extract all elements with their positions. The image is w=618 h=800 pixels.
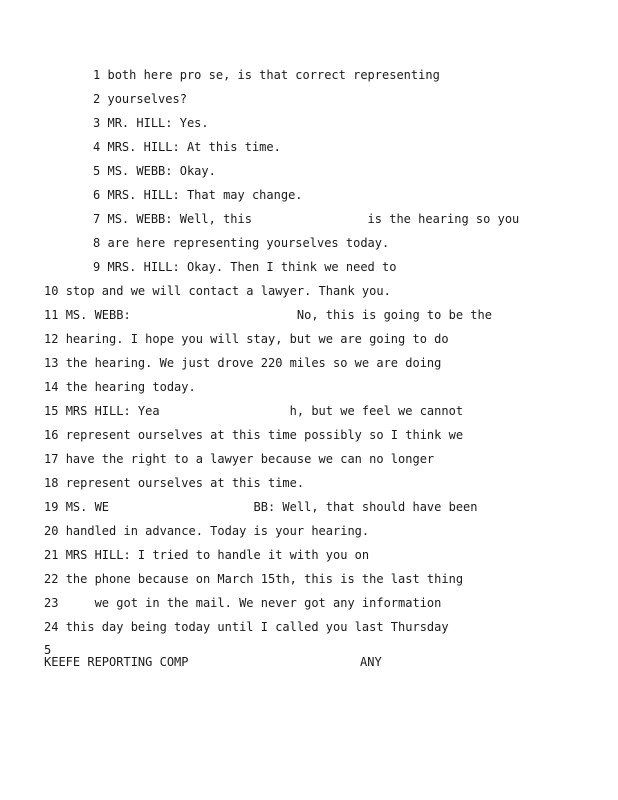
line-separator bbox=[58, 452, 65, 466]
line-number: 11 bbox=[44, 308, 59, 322]
line-separator bbox=[58, 620, 65, 634]
transcript-line-9 bbox=[93, 260, 396, 274]
transcript-line-4 bbox=[93, 140, 281, 154]
line-text: represent ourselves at this time. bbox=[65, 476, 305, 490]
line-number: 10 bbox=[44, 284, 59, 298]
line-number: 8 bbox=[93, 236, 101, 250]
line-text: MRS HILL: Yea h, but we feel we cannot bbox=[65, 404, 464, 418]
line-separator bbox=[58, 476, 65, 490]
line-text: MRS. HILL: At this time. bbox=[107, 140, 281, 154]
line-separator bbox=[58, 428, 65, 442]
transcript-line-3 bbox=[93, 116, 209, 130]
line-separator bbox=[58, 572, 65, 586]
transcript-line-2 bbox=[93, 92, 187, 106]
transcript-line-18 bbox=[44, 476, 304, 490]
line-number: 18 bbox=[44, 476, 59, 490]
transcript-line-11 bbox=[44, 308, 492, 322]
line-number: 2 bbox=[93, 92, 101, 106]
line-separator bbox=[58, 524, 65, 538]
line-text: MS. WEBB: Well, this is the hearing so you bbox=[107, 212, 520, 226]
line-number: 15 bbox=[44, 404, 59, 418]
line-text: the hearing today. bbox=[65, 380, 196, 394]
line-text: MRS. HILL: Okay. Then I think we need to bbox=[107, 260, 397, 274]
line-text: the phone because on March 15th, this is the last thing bbox=[65, 572, 464, 586]
line-number: 19 bbox=[44, 500, 59, 514]
transcript-line-6 bbox=[93, 188, 303, 202]
line-text: MR. HILL: Yes. bbox=[107, 116, 209, 130]
transcript-line-10 bbox=[44, 284, 391, 298]
transcript-line-12 bbox=[44, 332, 449, 346]
line-number: 17 bbox=[44, 452, 59, 466]
transcript-line-1 bbox=[93, 68, 440, 82]
line-separator bbox=[58, 596, 65, 610]
transcript-line-13 bbox=[44, 356, 441, 370]
line-number: 16 bbox=[44, 428, 59, 442]
line-number: 9 bbox=[93, 260, 101, 274]
transcript-line-22 bbox=[44, 572, 463, 586]
footer-right: ANY bbox=[360, 655, 382, 669]
line-number: 24 bbox=[44, 620, 59, 634]
line-text: both here pro se, is that correct representing bbox=[107, 68, 440, 82]
line-number: 3 bbox=[93, 116, 101, 130]
transcript-line-7 bbox=[93, 212, 519, 226]
line-text: are here representing yourselves today. bbox=[107, 236, 390, 250]
transcript-line-23 bbox=[44, 596, 441, 610]
transcript-line-16 bbox=[44, 428, 463, 442]
line-number: 22 bbox=[44, 572, 59, 586]
transcript-line-15 bbox=[44, 404, 463, 418]
page-number: 5 bbox=[44, 643, 52, 657]
line-separator bbox=[58, 284, 65, 298]
line-separator bbox=[58, 548, 65, 562]
transcript-line-21 bbox=[44, 548, 369, 562]
line-text: the hearing. We just drove 220 miles so we are doing bbox=[65, 356, 442, 370]
line-text: we got in the mail. We never got any information bbox=[65, 596, 442, 610]
line-separator bbox=[58, 356, 65, 370]
line-number: 6 bbox=[93, 188, 101, 202]
transcript-line-20 bbox=[44, 524, 369, 538]
line-separator bbox=[58, 380, 65, 394]
transcript-line-5 bbox=[93, 164, 216, 178]
line-separator bbox=[58, 404, 65, 418]
transcript-line-17 bbox=[44, 452, 434, 466]
line-text: MRS HILL: I tried to handle it with you on bbox=[65, 548, 370, 562]
line-text: MS. WE BB: Well, that should have been bbox=[65, 500, 478, 514]
line-text: yourselves? bbox=[107, 92, 187, 106]
line-text: stop and we will contact a lawyer. Thank you. bbox=[65, 284, 391, 298]
transcript-line-24 bbox=[44, 620, 449, 634]
line-separator bbox=[58, 332, 65, 346]
line-separator bbox=[58, 308, 65, 322]
line-text: represent ourselves at this time possibly so I think we bbox=[65, 428, 464, 442]
line-number: 23 bbox=[44, 596, 59, 610]
line-text: have the right to a lawyer because we can no longer bbox=[65, 452, 435, 466]
line-number: 5 bbox=[93, 164, 101, 178]
line-number: 4 bbox=[93, 140, 101, 154]
line-number: 1 bbox=[93, 68, 101, 82]
line-number: 20 bbox=[44, 524, 59, 538]
line-text: this day being today until I called you last Thursday bbox=[65, 620, 449, 634]
line-number: 14 bbox=[44, 380, 59, 394]
line-text: MS. WEBB: Okay. bbox=[107, 164, 216, 178]
line-number: 21 bbox=[44, 548, 59, 562]
line-number: 13 bbox=[44, 356, 59, 370]
line-separator bbox=[58, 500, 65, 514]
line-number: 7 bbox=[93, 212, 101, 226]
transcript-line-19 bbox=[44, 500, 478, 514]
transcript-line-8 bbox=[93, 236, 389, 250]
line-text: handled in advance. Today is your hearing. bbox=[65, 524, 370, 538]
footer-left: KEEFE REPORTING COMP bbox=[44, 655, 189, 669]
line-text: MRS. HILL: That may change. bbox=[107, 188, 303, 202]
line-text: hearing. I hope you will stay, but we are going to do bbox=[65, 332, 449, 346]
line-number: 12 bbox=[44, 332, 59, 346]
line-text: MS. WEBB: No, this is going to be the bbox=[65, 308, 492, 322]
transcript-line-14 bbox=[44, 380, 196, 394]
